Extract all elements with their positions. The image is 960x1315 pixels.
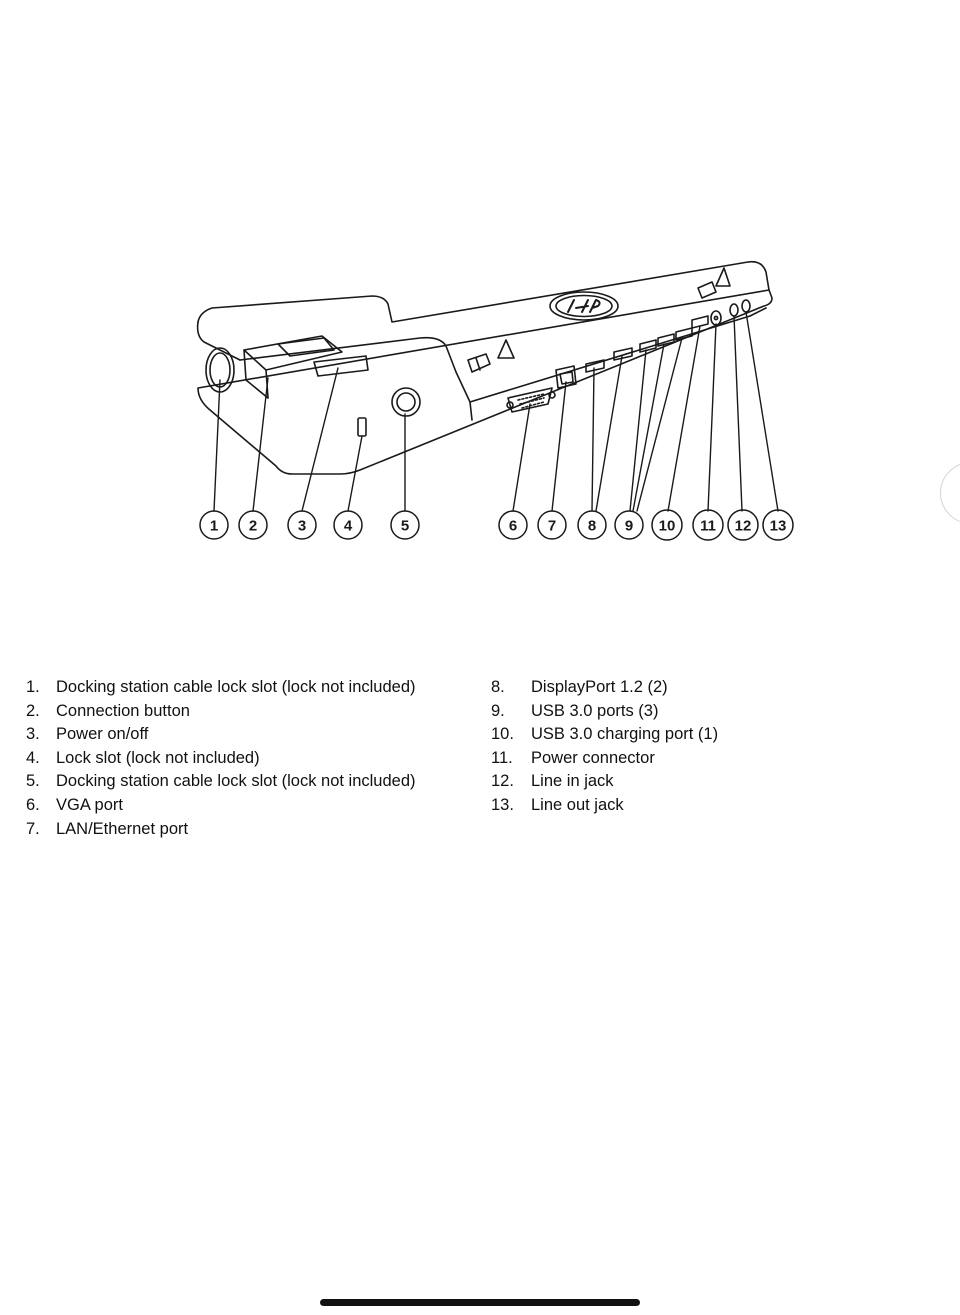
legend-text: USB 3.0 charging port (1) [531,725,719,744]
legend-number: 3. [26,725,40,744]
callout-6 [499,511,527,539]
legend-right-column [491,676,718,818]
legend-item-3 [26,723,416,747]
legend-item-7 [26,818,416,842]
legend-text: Line in jack [531,772,614,791]
legend-item-12 [491,770,718,794]
callout-9-label: 9 [624,517,634,535]
legend-text: Lock slot (lock not included) [56,748,260,767]
legend-text: LAN/Ethernet port [56,819,189,838]
callout-markers [200,510,793,540]
legend-item-9 [491,700,718,724]
callout-4 [334,511,362,539]
legend-item-4 [26,747,416,771]
callout-5-label: 5 [400,517,410,535]
legend-number: 4. [26,748,40,767]
lock-slot [358,418,366,436]
legend-text: DisplayPort 1.2 (2) [531,678,668,696]
connection-button [244,336,342,398]
legend-text: Docking station cable lock slot (lock not included) [56,772,416,791]
callout-6-label: 6 [508,517,518,535]
legend-text: Docking station cable lock slot (lock not included) [56,678,416,696]
legend-item-10 [491,723,718,747]
callout-1-label: 1 [209,517,219,535]
callout-3 [288,511,316,539]
legend-item-11 [491,747,718,771]
legend-number: 8. [491,678,505,696]
home-indicator[interactable] [320,1299,640,1306]
legend-number: 11. [491,748,513,767]
legend-item-2 [26,700,416,724]
legend-number: 10. [491,725,514,744]
line-in-jack [730,304,738,316]
legend-number: 13. [491,795,514,814]
legend-text: VGA port [56,795,123,814]
legend-text: USB 3.0 ports (3) [531,701,659,720]
callout-11-label: 11 [700,517,716,535]
usb-ports [640,328,692,352]
legend-number: 5. [26,772,40,791]
callout-10-label: 10 [658,517,676,535]
callout-13-label: 13 [769,517,787,535]
legend-text: Power on/off [56,725,149,744]
callout-1 [200,511,228,539]
callout-8-label: 8 [587,517,597,535]
legend-number: 6. [26,795,40,814]
callout-12-label: 12 [734,517,752,535]
docking-station-body [198,262,772,474]
legend-number: 1. [26,678,40,696]
hp-logo [550,292,618,320]
docking-station-diagram [0,0,960,620]
callout-7 [538,511,566,539]
legend-text: Connection button [56,701,190,720]
power-connector [711,311,721,325]
callout-9 [615,511,643,539]
legend-number: 2. [26,701,40,720]
legend-text: Line out jack [531,795,624,814]
legend-item-1 [26,676,416,700]
callout-8 [578,511,606,539]
cable-lock-slot-2 [392,388,420,416]
legend-left-column [26,676,416,841]
legend-item-6 [26,794,416,818]
legend-item-5 [26,770,416,794]
legend-item-13 [491,794,718,818]
callout-12 [728,510,758,540]
callout-2-label: 2 [248,517,258,535]
callout-5 [391,511,419,539]
callout-10 [652,510,682,540]
callout-7-label: 7 [547,517,557,535]
callout-4-label: 4 [343,517,353,535]
callout-3-label: 3 [297,517,307,535]
docking-guide-pins [468,268,730,372]
callout-2 [239,511,267,539]
legend-text: Power connector [531,748,655,767]
callout-11 [693,510,723,540]
legend-number: 12. [491,772,514,791]
legend-number: 9. [491,701,505,720]
line-out-jack [742,300,750,312]
legend-number: 7. [26,819,40,838]
legend-item-8 [491,676,718,700]
callout-13 [763,510,793,540]
